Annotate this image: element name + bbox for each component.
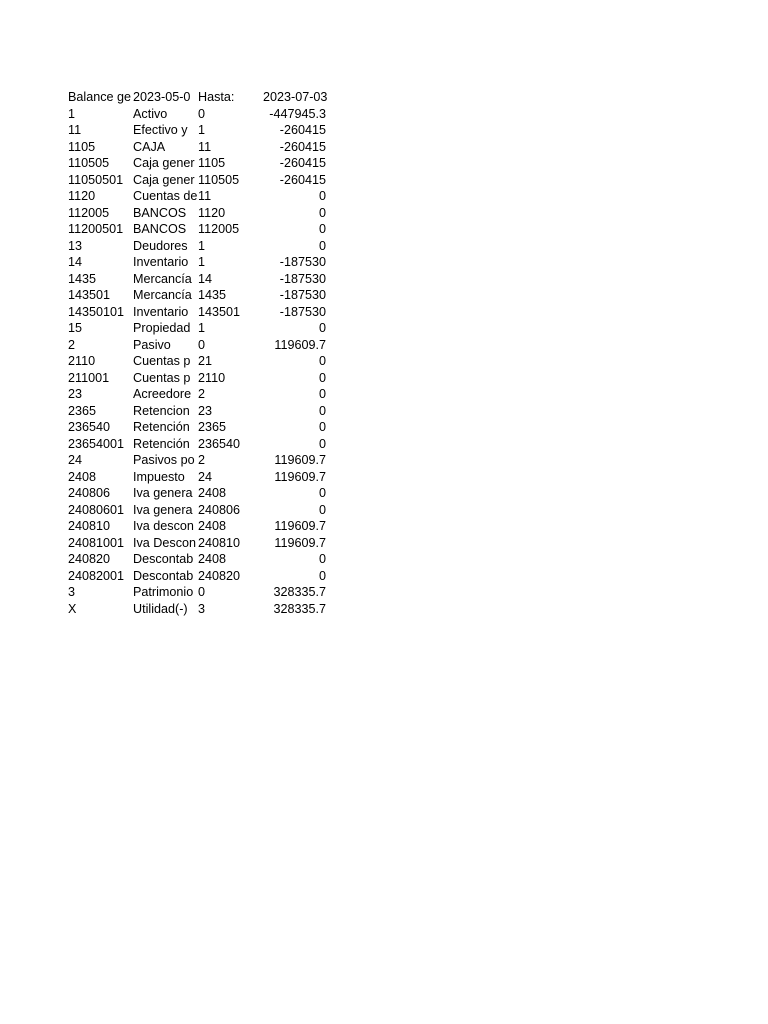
account-name-cell: CAJA bbox=[133, 139, 166, 154]
parent-code-cell: 2408 bbox=[198, 552, 227, 566]
balance-value-cell: 0 bbox=[318, 436, 326, 451]
balance-value-cell: 0 bbox=[318, 354, 326, 368]
balance-value-cell: -187530 bbox=[279, 304, 326, 319]
balance-value-cell: -187530 bbox=[279, 255, 326, 269]
account-code-cell: 24080601 bbox=[68, 502, 125, 517]
balance-value-cell: 119609.7 bbox=[274, 453, 326, 467]
balance-value-cell: 0 bbox=[318, 238, 326, 253]
account-code-cell: 110505 bbox=[68, 156, 110, 170]
account-code-cell: 2408 bbox=[68, 469, 97, 484]
account-code-cell: 240820 bbox=[68, 552, 111, 566]
account-name-cell: Utilidad(-) bbox=[133, 601, 188, 616]
parent-code-cell: 11 bbox=[198, 189, 212, 203]
account-code-cell: 11050501 bbox=[68, 172, 124, 187]
report-title-cell: Balance ge bbox=[68, 90, 132, 104]
balance-value-cell: -260415 bbox=[279, 172, 326, 187]
account-code-cell: 24082001 bbox=[68, 568, 125, 583]
account-name-cell: Deudores bbox=[133, 238, 188, 253]
account-name-cell: Acreedore bbox=[133, 387, 192, 401]
account-code-cell: 23654001 bbox=[68, 436, 125, 451]
table-row bbox=[68, 452, 348, 469]
account-rows bbox=[68, 106, 348, 618]
balance-value-cell: -260415 bbox=[279, 123, 326, 137]
table-row bbox=[68, 106, 348, 123]
balance-value-cell: 0 bbox=[318, 387, 326, 401]
parent-code-cell: 21 bbox=[198, 354, 213, 368]
table-row bbox=[68, 320, 348, 337]
account-name-cell: Inventario bbox=[133, 255, 189, 269]
parent-code-cell: 240806 bbox=[198, 502, 241, 517]
balance-value-cell: 0 bbox=[318, 568, 326, 583]
balance-value-cell: 328335.7 bbox=[273, 601, 326, 616]
table-row bbox=[68, 172, 348, 189]
account-name-cell: Cuentas p bbox=[133, 354, 191, 368]
account-code-cell: 2365 bbox=[68, 403, 97, 418]
parent-code-cell: 11 bbox=[198, 139, 212, 154]
balance-value-cell: 0 bbox=[318, 502, 326, 517]
account-code-cell: 211001 bbox=[68, 370, 110, 385]
table-row bbox=[68, 535, 348, 552]
account-name-cell: Caja gener bbox=[133, 172, 195, 187]
parent-code-cell: 0 bbox=[198, 106, 206, 121]
table-row bbox=[68, 254, 348, 271]
account-code-cell: 1435 bbox=[68, 271, 97, 286]
account-name-cell: Pasivo bbox=[133, 337, 171, 352]
balance-value-cell: 0 bbox=[318, 321, 326, 335]
table-row bbox=[68, 122, 348, 139]
header-row bbox=[68, 89, 348, 106]
balance-value-cell: -260415 bbox=[279, 156, 326, 170]
balance-value-cell: 119609.7 bbox=[274, 337, 326, 352]
account-code-cell: 11 bbox=[68, 123, 82, 137]
parent-code-cell: 23 bbox=[198, 403, 213, 418]
account-name-cell: Iva genera bbox=[133, 486, 193, 500]
until-label-cell: Hasta: bbox=[198, 90, 235, 104]
table-row bbox=[68, 238, 348, 255]
table-row bbox=[68, 419, 348, 436]
parent-code-cell: 14 bbox=[198, 271, 213, 286]
table-row bbox=[68, 436, 348, 453]
balance-value-cell: 0 bbox=[318, 370, 326, 385]
account-name-cell: Descontab bbox=[133, 568, 194, 583]
account-code-cell: 240806 bbox=[68, 486, 111, 500]
table-row bbox=[68, 601, 348, 618]
table-row bbox=[68, 403, 348, 420]
table-row bbox=[68, 188, 348, 205]
parent-code-cell: 143501 bbox=[198, 304, 241, 319]
table-row bbox=[68, 155, 348, 172]
parent-code-cell: 2408 bbox=[198, 519, 227, 533]
parent-code-cell: 236540 bbox=[198, 436, 241, 451]
table-row bbox=[68, 568, 348, 585]
parent-code-cell: 240810 bbox=[198, 535, 241, 550]
account-code-cell: 23 bbox=[68, 387, 83, 401]
balance-sheet bbox=[68, 89, 348, 617]
parent-code-cell: 3 bbox=[198, 601, 206, 616]
parent-code-cell: 1435 bbox=[198, 288, 227, 302]
account-code-cell: 2110 bbox=[68, 354, 96, 368]
account-code-cell: 24081001 bbox=[68, 535, 125, 550]
table-row bbox=[68, 353, 348, 370]
parent-code-cell: 2365 bbox=[198, 420, 227, 434]
account-name-cell: Iva Descon bbox=[133, 535, 196, 550]
account-name-cell: Mercancía bbox=[133, 288, 192, 302]
balance-value-cell: 328335.7 bbox=[273, 585, 326, 599]
balance-value-cell: 0 bbox=[318, 222, 326, 236]
account-name-cell: Iva genera bbox=[133, 502, 193, 517]
account-name-cell: Descontab bbox=[133, 552, 194, 566]
balance-value-cell: -447945.3 bbox=[269, 106, 326, 121]
balance-value-cell: -260415 bbox=[279, 139, 326, 154]
account-code-cell: 143501 bbox=[68, 288, 111, 302]
account-code-cell: 1105 bbox=[68, 139, 96, 154]
parent-code-cell: 2110 bbox=[198, 370, 226, 385]
table-row bbox=[68, 205, 348, 222]
table-row bbox=[68, 370, 348, 387]
parent-code-cell: 1 bbox=[198, 123, 206, 137]
account-name-cell: Cuentas p bbox=[133, 370, 191, 385]
table-row bbox=[68, 386, 348, 403]
parent-code-cell: 2408 bbox=[198, 486, 227, 500]
account-name-cell: Propiedad bbox=[133, 321, 191, 335]
account-code-cell: 240810 bbox=[68, 519, 111, 533]
account-name-cell: Caja gener bbox=[133, 156, 195, 170]
balance-value-cell: 0 bbox=[318, 552, 326, 566]
table-row bbox=[68, 502, 348, 519]
account-code-cell: 1 bbox=[68, 106, 76, 121]
balance-value-cell: 0 bbox=[318, 486, 326, 500]
table-row bbox=[68, 304, 348, 321]
account-code-cell: 11200501 bbox=[68, 222, 124, 236]
table-row bbox=[68, 485, 348, 502]
parent-code-cell: 0 bbox=[198, 337, 206, 352]
account-code-cell: 2 bbox=[68, 337, 76, 352]
table-row bbox=[68, 584, 348, 601]
account-name-cell: Retención bbox=[133, 436, 190, 451]
table-row bbox=[68, 139, 348, 156]
table-row bbox=[68, 337, 348, 354]
account-name-cell: Mercancía bbox=[133, 271, 192, 286]
parent-code-cell: 1 bbox=[198, 321, 206, 335]
account-code-cell: 112005 bbox=[68, 205, 110, 220]
balance-value-cell: 0 bbox=[318, 189, 326, 203]
parent-code-cell: 240820 bbox=[198, 568, 241, 583]
account-name-cell: Efectivo y bbox=[133, 123, 188, 137]
balance-value-cell: 0 bbox=[318, 420, 326, 434]
parent-code-cell: 112005 bbox=[198, 222, 240, 236]
balance-value-cell: 0 bbox=[318, 403, 326, 418]
account-name-cell: BANCOS bbox=[133, 205, 187, 220]
table-row bbox=[68, 551, 348, 568]
parent-code-cell: 1120 bbox=[198, 205, 226, 220]
parent-code-cell: 110505 bbox=[198, 172, 240, 187]
parent-code-cell: 1105 bbox=[198, 156, 226, 170]
account-code-cell: X bbox=[68, 601, 77, 616]
account-code-cell: 24 bbox=[68, 453, 83, 467]
table-row bbox=[68, 518, 348, 535]
account-name-cell: Patrimonio bbox=[133, 585, 194, 599]
account-name-cell: Cuentas de bbox=[133, 189, 198, 203]
balance-value-cell: 119609.7 bbox=[274, 535, 326, 550]
account-code-cell: 14350101 bbox=[68, 304, 125, 319]
account-name-cell: BANCOS bbox=[133, 222, 187, 236]
account-name-cell: Inventario bbox=[133, 304, 189, 319]
account-name-cell: Retención bbox=[133, 420, 190, 434]
balance-value-cell: -187530 bbox=[279, 288, 326, 302]
account-name-cell: Pasivos po bbox=[133, 453, 195, 467]
parent-code-cell: 2 bbox=[198, 453, 206, 467]
table-row bbox=[68, 271, 348, 288]
table-row bbox=[68, 469, 348, 486]
parent-code-cell: 24 bbox=[198, 469, 213, 484]
account-code-cell: 13 bbox=[68, 238, 83, 253]
parent-code-cell: 1 bbox=[198, 238, 206, 253]
balance-value-cell: 119609.7 bbox=[274, 469, 326, 484]
table-row bbox=[68, 287, 348, 304]
account-name-cell: Activo bbox=[133, 106, 168, 121]
account-code-cell: 1120 bbox=[68, 189, 96, 203]
parent-code-cell: 0 bbox=[198, 585, 206, 599]
end-date-cell: 2023-07-03 bbox=[263, 90, 328, 104]
balance-value-cell: -187530 bbox=[279, 271, 326, 286]
account-name-cell: Impuesto bbox=[133, 469, 185, 484]
table-row bbox=[68, 221, 348, 238]
balance-value-cell: 0 bbox=[318, 205, 326, 220]
account-code-cell: 14 bbox=[68, 255, 83, 269]
balance-value-cell: 119609.7 bbox=[274, 519, 326, 533]
account-code-cell: 3 bbox=[68, 585, 76, 599]
account-name-cell: Retencion bbox=[133, 403, 190, 418]
account-name-cell: Iva descon bbox=[133, 519, 194, 533]
parent-code-cell: 1 bbox=[198, 255, 206, 269]
account-code-cell: 236540 bbox=[68, 420, 111, 434]
account-code-cell: 15 bbox=[68, 321, 83, 335]
parent-code-cell: 2 bbox=[198, 387, 206, 401]
start-date-cell: 2023-05-0 bbox=[133, 90, 191, 104]
